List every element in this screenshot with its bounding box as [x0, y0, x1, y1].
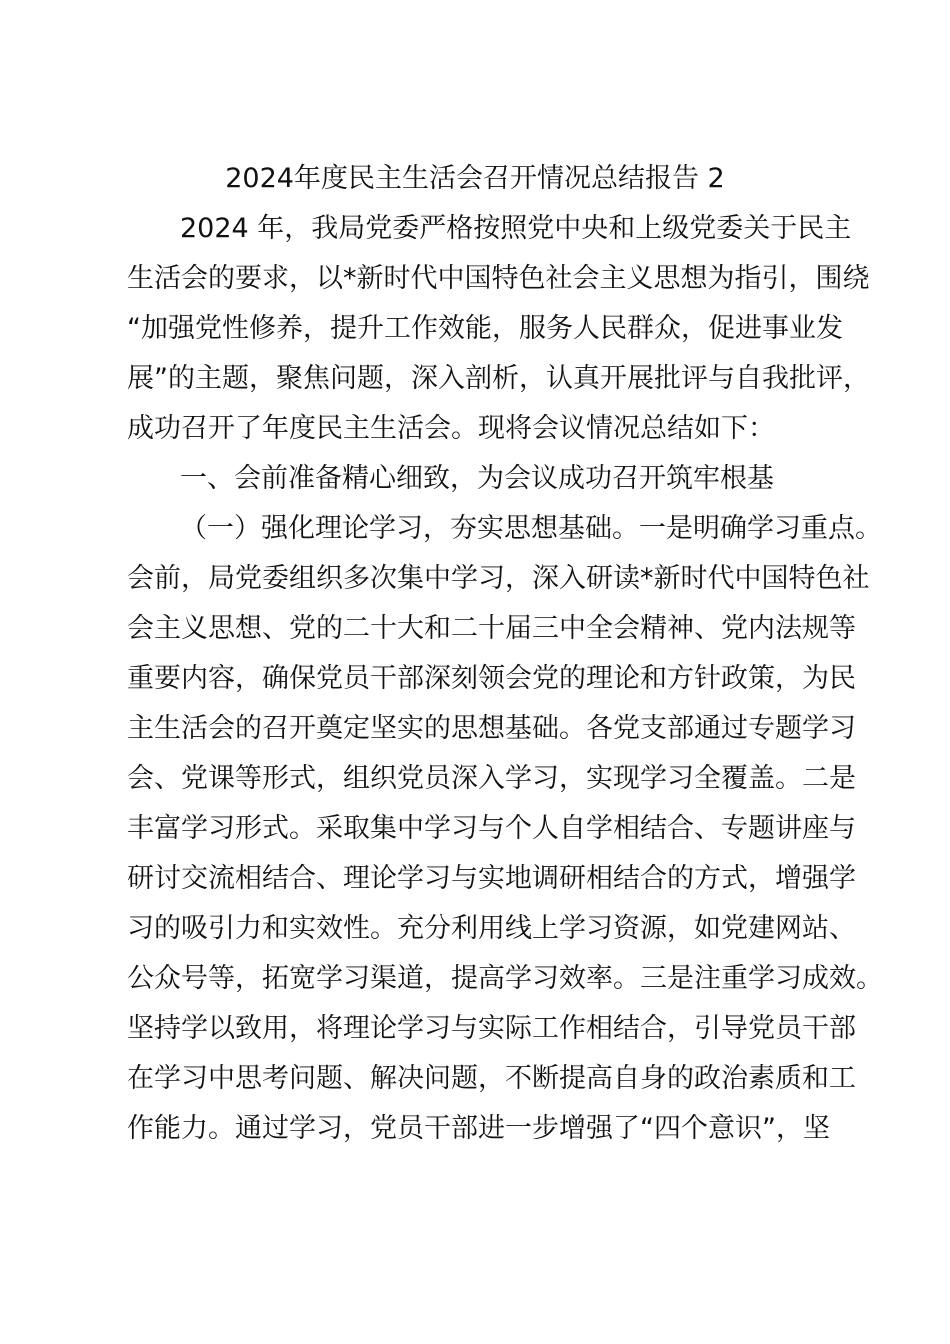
paragraph-line: 坚持学以致用，将理论学习与实际工作相结合，引导党员干部: [127, 1013, 856, 1044]
paragraph-line: “加强党性修养，提升工作效能，服务人民群众，促进事业发: [127, 313, 843, 344]
paragraph-line: 在学习中思考问题、解决问题，不断提高自身的政治素质和工: [127, 1063, 856, 1094]
paragraph-line: 2024 年，我局党委严格按照党中央和上级党委关于民主: [180, 213, 852, 244]
paragraph-line: 会前，局党委组织多次集中学习，深入研读*新时代中国特色社: [127, 563, 870, 594]
section-heading: 一、会前准备精心细致，为会议成功召开筑牢根基: [180, 463, 774, 494]
paragraph-line: 展”的主题，聚焦问题，深入剖析，认真开展批评与自我批评，: [127, 363, 870, 394]
paragraph-line: 公众号等，拓宽学习渠道，提高学习效率。三是注重学习成效。: [127, 963, 883, 994]
paragraph-line: 成功召开了年度民主生活会。现将会议情况总结如下：: [127, 413, 775, 444]
paragraph-line: 主生活会的召开奠定坚实的思想基础。各党支部通过专题学习: [127, 713, 856, 744]
paragraph-line: 会主义思想、党的二十大和二十届三中全会精神、党内法规等: [127, 613, 856, 644]
paragraph-line: 生活会的要求，以*新时代中国特色社会主义思想为指引，围绕: [127, 263, 870, 294]
paragraph-line: 重要内容，确保党员干部深刻领会党的理论和方针政策，为民: [127, 663, 856, 694]
document-title: 2024年度民主生活会召开情况总结报告 2: [225, 163, 725, 194]
paragraph-line: 会、党课等形式，组织党员深入学习，实现学习全覆盖。二是: [127, 763, 856, 794]
paragraph-line: （一）强化理论学习，夯实思想基础。一是明确学习重点。: [180, 513, 882, 544]
paragraph-line: 丰富学习形式。采取集中学习与个人自学相结合、专题讲座与: [127, 813, 856, 844]
paragraph-line: 研讨交流相结合、理论学习与实地调研相结合的方式，增强学: [127, 863, 856, 894]
paragraph-line: 习的吸引力和实效性。充分利用线上学习资源，如党建网站、: [127, 913, 856, 944]
paragraph-line: 作能力。通过学习，党员干部进一步增强了“四个意识”，坚: [127, 1113, 830, 1144]
